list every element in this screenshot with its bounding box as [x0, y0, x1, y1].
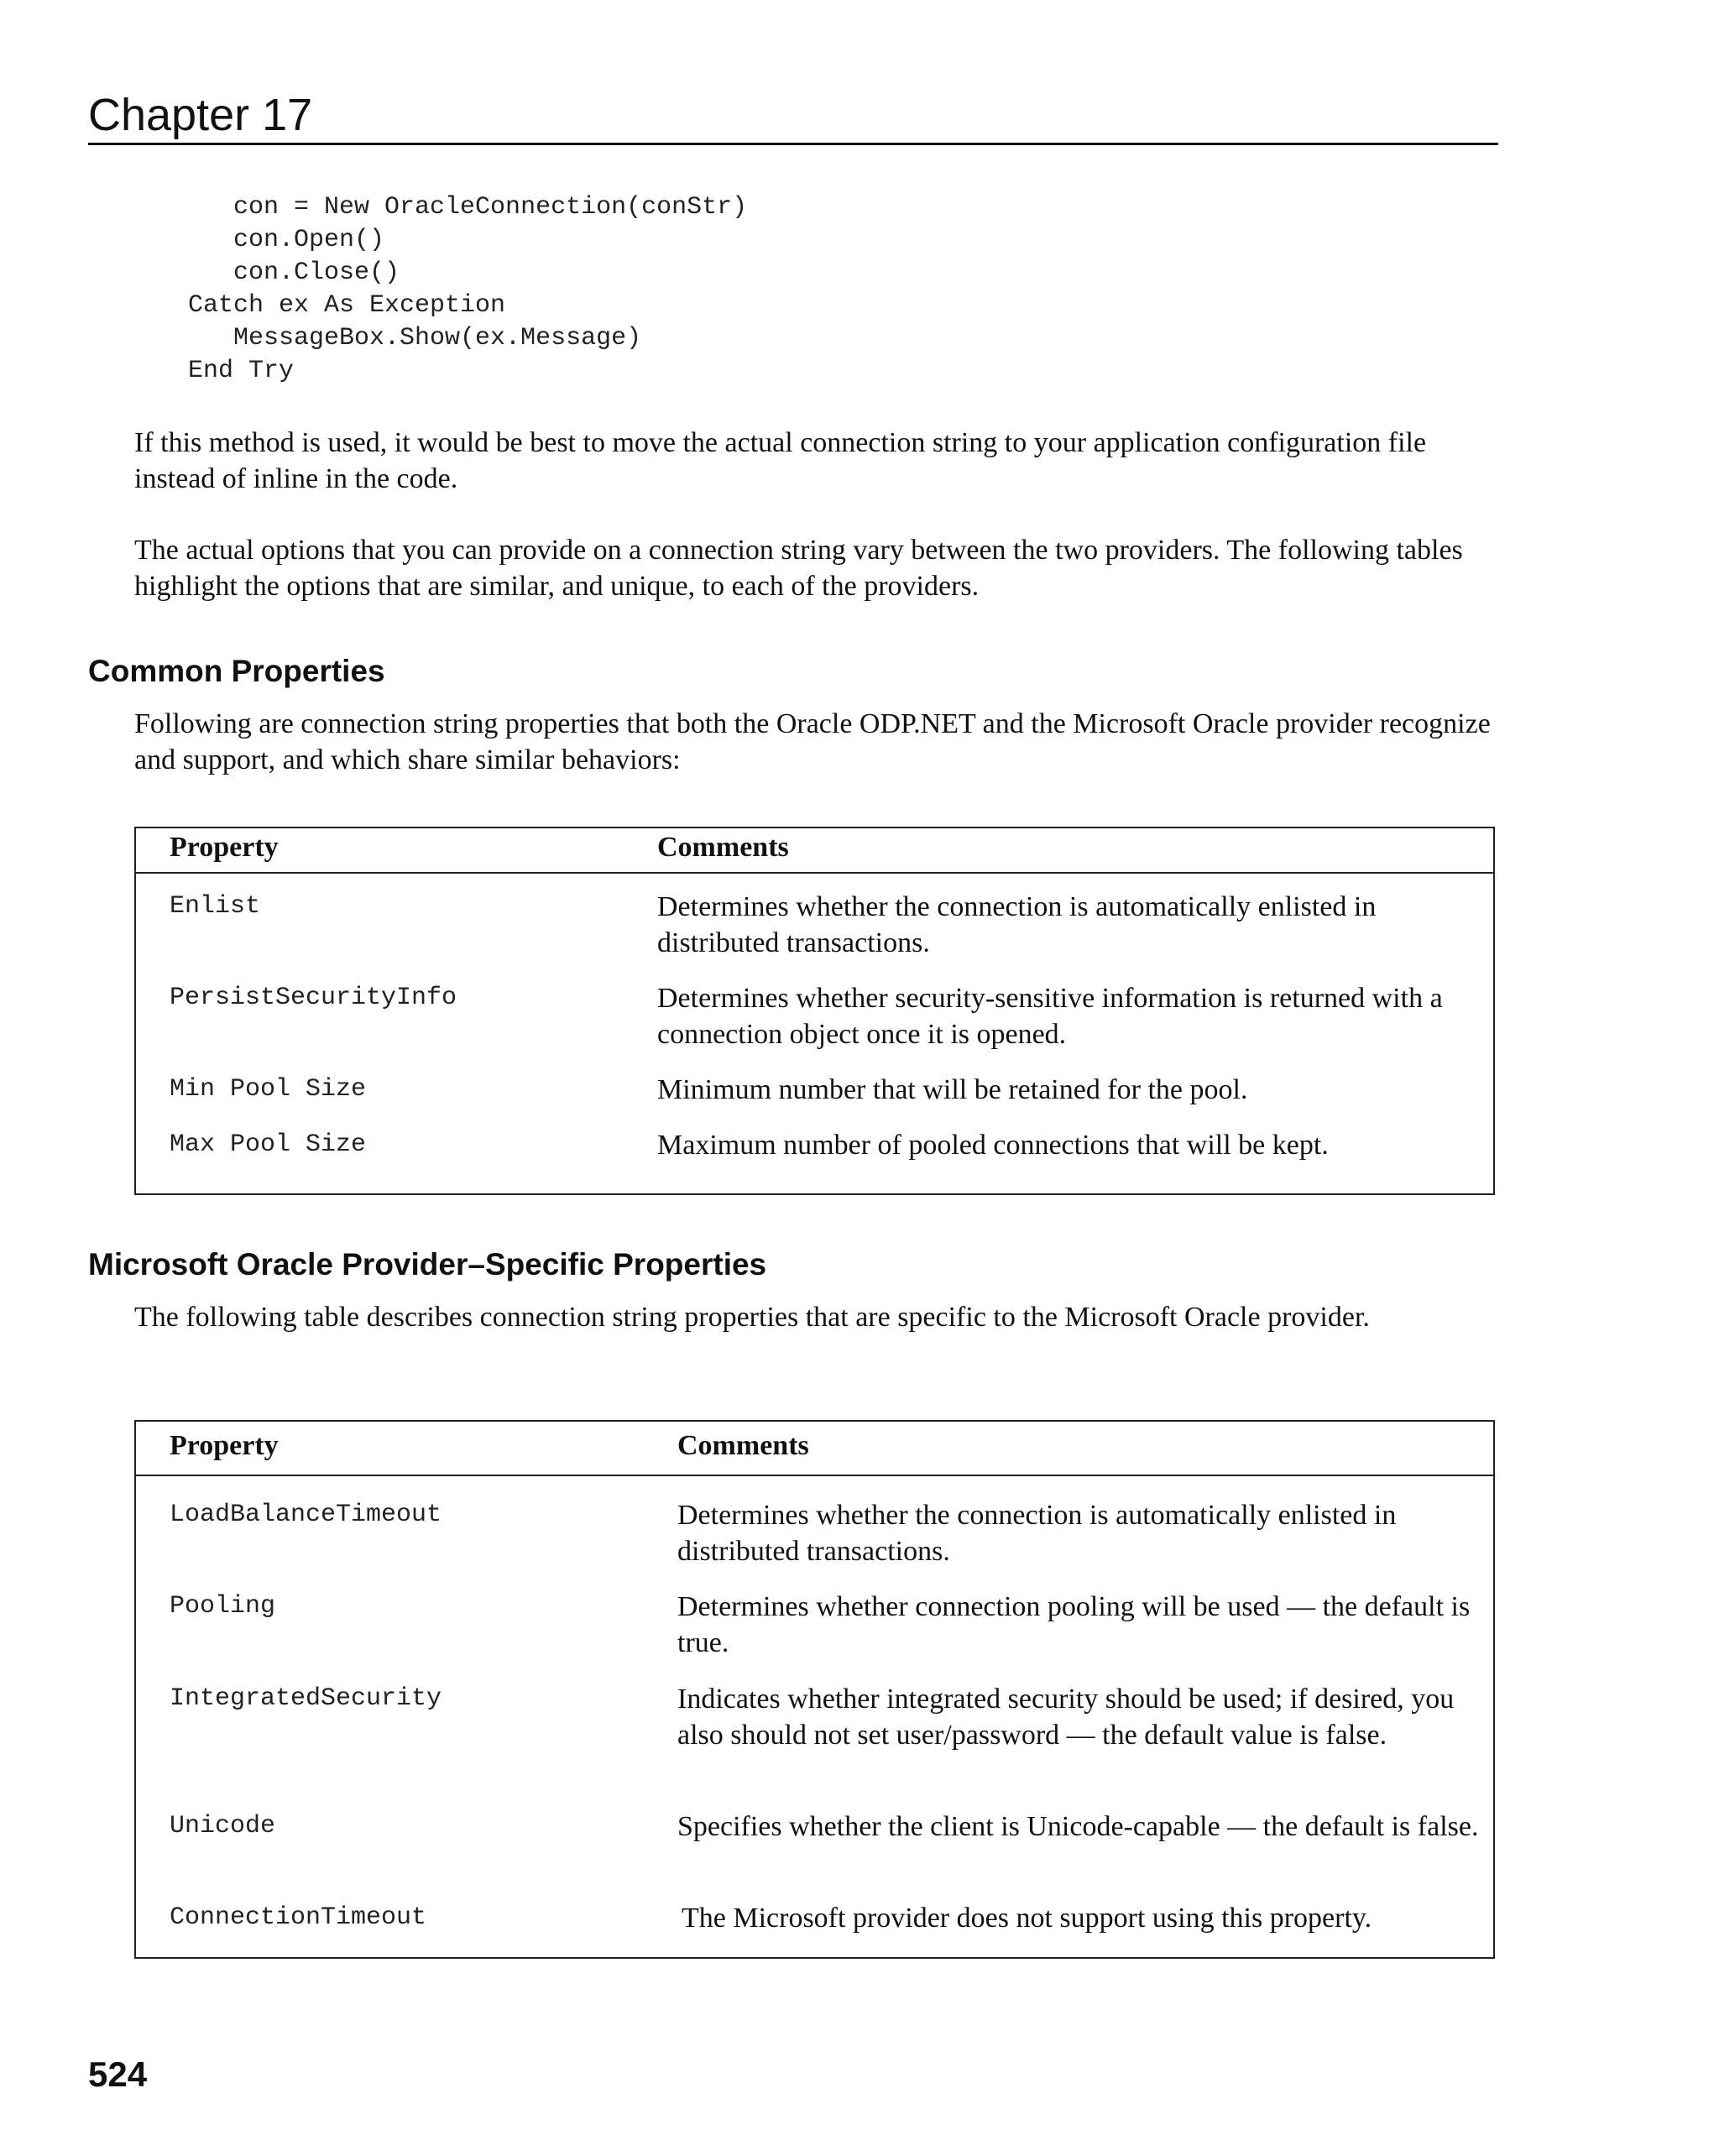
paragraph-options-intro: The actual options that you can provide on a connection string vary between the two providers. The following tables highlight the options that are similar, and unique, to each of the providers.: [134, 535, 1463, 602]
code-line: con = New OracleConnection(conStr): [188, 193, 748, 222]
property-name: Pooling: [170, 1592, 276, 1621]
header-rule: [88, 143, 1498, 145]
property-name: IntegratedSecurity: [170, 1684, 442, 1713]
common-properties-table: [134, 827, 1495, 1195]
property-comment: Determines whether the connection is automatically enlisted in distributed transactions.: [657, 891, 1377, 958]
property-name: Unicode: [170, 1812, 276, 1840]
property-comment: Determines whether connection pooling will be used — the default is true.: [677, 1591, 1471, 1658]
property-name: PersistSecurityInfo: [170, 984, 457, 1012]
header-property: Property: [170, 832, 279, 863]
heading-microsoft-specific: Microsoft Oracle Provider–Specific Properties: [88, 1247, 767, 1282]
property-comment: Determines whether the connection is automatically enlisted in distributed transactions.: [677, 1500, 1397, 1567]
chapter-title: Chapter 17: [88, 90, 313, 140]
header-property: Property: [170, 1430, 279, 1461]
property-name: Max Pool Size: [170, 1130, 367, 1159]
header-comments: Comments: [657, 832, 789, 863]
table-header: [136, 828, 1493, 874]
property-comment: The Microsoft provider does not support using this property.: [682, 1903, 1372, 1934]
property-comment: Determines whether security-sensitive information is returned with a connection object once it is opened.: [657, 983, 1443, 1050]
page-number: 524: [88, 2054, 148, 2094]
heading-common-properties: Common Properties: [88, 654, 385, 688]
code-line: End Try: [188, 357, 295, 385]
property-name: ConnectionTimeout: [170, 1903, 427, 1932]
property-name: Min Pool Size: [170, 1075, 367, 1104]
property-comment: Indicates whether integrated security should be used; if desired, you also should not set user/password — the default value is false.: [677, 1684, 1455, 1751]
code-line: MessageBox.Show(ex.Message): [188, 324, 642, 352]
microsoft-properties-table: [134, 1420, 1495, 1959]
property-comment: Specifies whether the client is Unicode-capable — the default is false.: [677, 1811, 1479, 1842]
header-comments: Comments: [677, 1430, 809, 1461]
code-block: [188, 191, 747, 388]
code-line: Catch ex As Exception: [188, 291, 506, 320]
code-line: con.Open(): [188, 226, 385, 254]
property-comment: Maximum number of pooled connections that will be kept.: [657, 1130, 1329, 1161]
code-line: con.Close(): [188, 258, 400, 287]
property-name: LoadBalanceTimeout: [170, 1501, 442, 1529]
common-intro: Following are connection string properties that both the Oracle ODP.NET and the Microsoft Oracle provider recognize and support, and which share similar behaviors:: [134, 708, 1491, 775]
microsoft-intro: The following table describes connection string properties that are specific to the Microsoft Oracle provider.: [134, 1302, 1370, 1333]
table-header: [136, 1422, 1493, 1476]
paragraph-config-advice: If this method is used, it would be best to move the actual connection string to your application configuration file instead of inline in the code.: [134, 427, 1427, 494]
property-comment: Minimum number that will be retained for the pool.: [657, 1074, 1248, 1105]
property-name: Enlist: [170, 892, 261, 921]
